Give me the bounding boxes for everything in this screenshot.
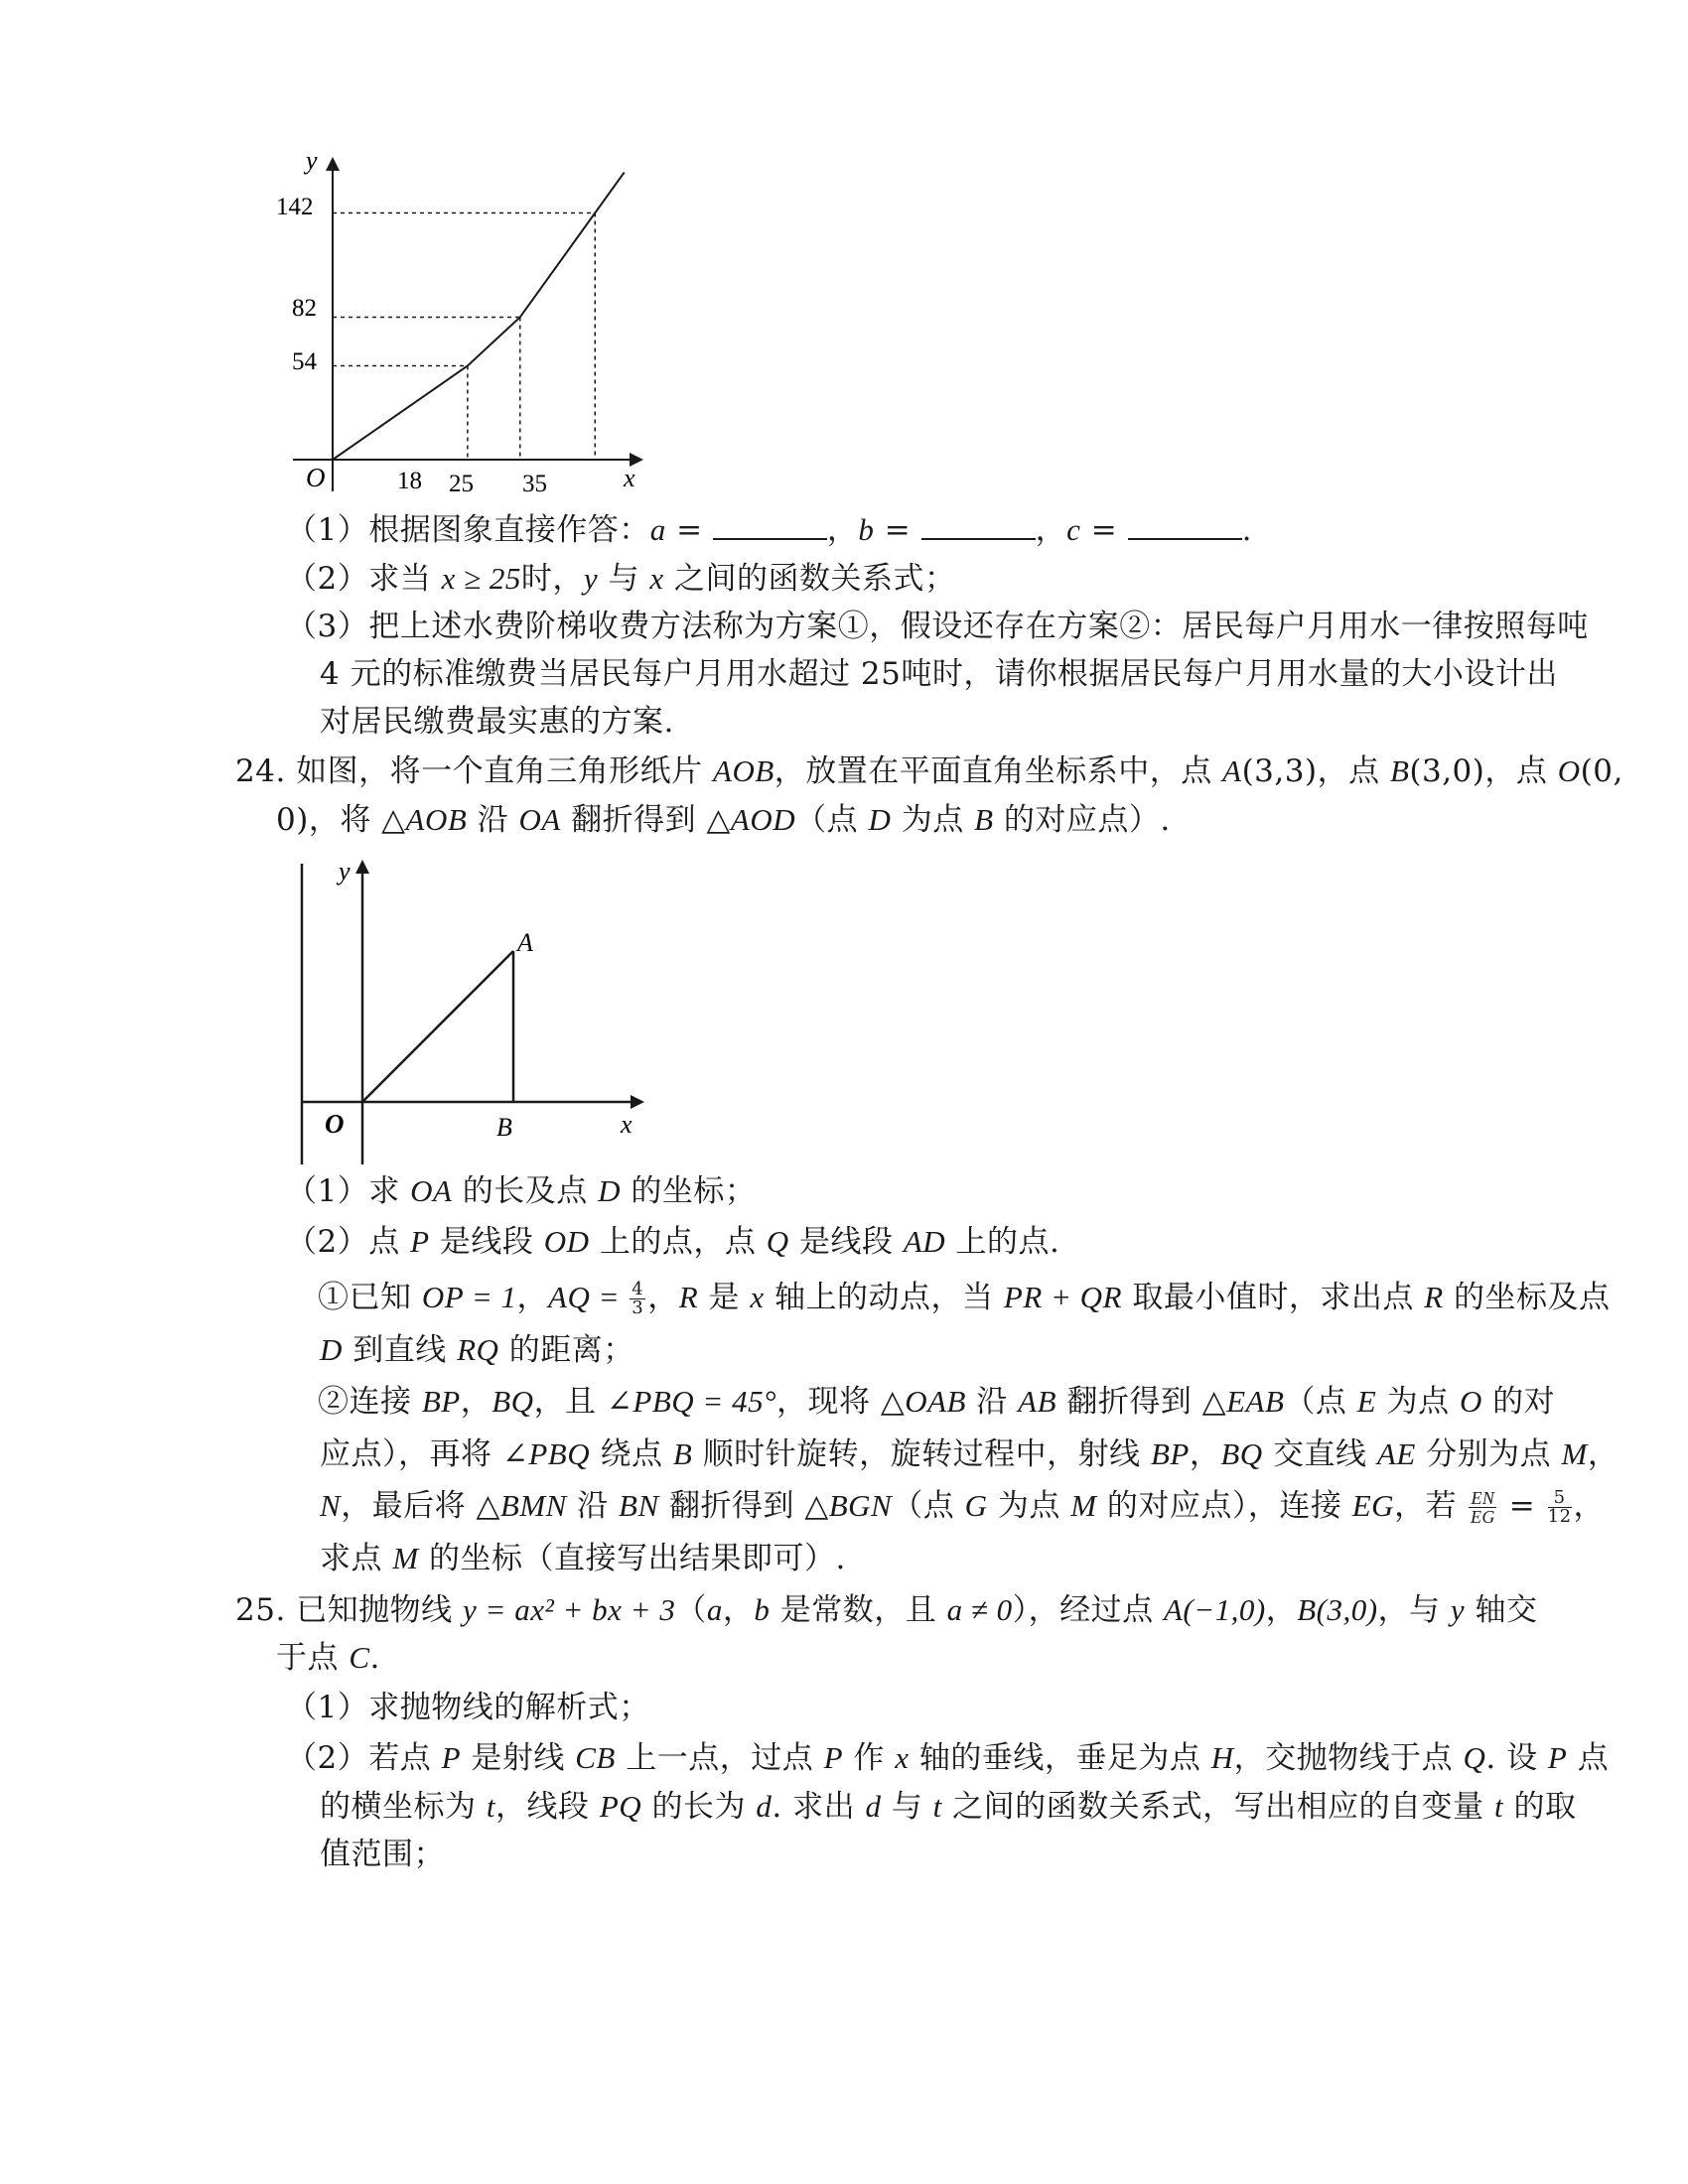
math: a ≠ 0 [946, 1592, 1013, 1627]
answer-blank-a[interactable] [713, 512, 827, 540]
text: 顺时针旋转，旋转过程中，射线 [692, 1436, 1151, 1472]
math: B [672, 1436, 693, 1471]
math: BQ [1220, 1436, 1263, 1471]
math: d [865, 1789, 882, 1824]
q23-part1 [286, 510, 1252, 550]
text: ， [1573, 1488, 1606, 1524]
text: 为点 [987, 1488, 1071, 1524]
var-y: y [583, 561, 599, 596]
text: 之间的函数关系式，写出相应的自变量 [941, 1789, 1495, 1825]
text: ，与 [1377, 1592, 1451, 1628]
text: 之间的函数关系式； [663, 561, 956, 597]
math: t [486, 1789, 495, 1824]
text: 翻折得到 △ [658, 1488, 829, 1524]
separator: ， [1035, 512, 1067, 548]
text: （点 [892, 1488, 965, 1524]
math: Q [1463, 1740, 1486, 1775]
text: ， [1189, 1436, 1221, 1472]
text: 翻折得到 △ [1056, 1384, 1227, 1420]
q25-part2-line1 [286, 1738, 1609, 1778]
graph1-fee-line [333, 173, 625, 460]
text: ， [460, 1384, 492, 1420]
text: 交直线 [1262, 1436, 1377, 1472]
math: E [1356, 1384, 1377, 1419]
math: x [750, 1280, 765, 1314]
text: 作 [843, 1740, 896, 1776]
text: 上一点，过点 [615, 1740, 824, 1776]
text: 的坐标； [621, 1173, 757, 1209]
math: y [1450, 1592, 1466, 1627]
text: 是射线 [461, 1740, 576, 1776]
math: D [598, 1173, 622, 1208]
math: AOB [713, 753, 774, 788]
graph1-y-tick-142: 142 [276, 194, 314, 220]
text: ②连接 [318, 1384, 422, 1420]
q23-part3-line1: （3）把上述水费阶梯收费方法称为方案①，假设还存在方案②：居民每户月用水一律按照每吨 [286, 609, 1589, 644]
text: 上的点，点 [589, 1224, 767, 1260]
denominator: EG [1470, 1507, 1495, 1527]
text: . 设 [1485, 1740, 1548, 1776]
text: ，点 [1317, 753, 1390, 789]
math: (0, [1580, 753, 1623, 789]
text: 的坐标（直接写出结果即可）. [418, 1541, 846, 1576]
math: EG [1351, 1488, 1395, 1523]
graph2-x-label: x [621, 1110, 633, 1139]
math: M [1070, 1488, 1097, 1523]
text: ，交抛物线于点 [1233, 1740, 1464, 1776]
text: 求点 [320, 1541, 393, 1576]
water-fee-graph [268, 149, 655, 501]
math: AB [1018, 1384, 1057, 1419]
text: ，最后将 △ [341, 1488, 500, 1524]
q24-part1 [286, 1171, 756, 1211]
text: ①已知 [318, 1280, 422, 1315]
math: R [678, 1280, 699, 1314]
text: 为点 [1376, 1384, 1460, 1420]
q25-part2-line2 [320, 1787, 1577, 1827]
text: ， [1587, 1436, 1619, 1472]
text: 的对应点），连接 [1096, 1488, 1352, 1524]
text: . 求出 [772, 1789, 866, 1825]
text: ，线段 [494, 1789, 600, 1825]
math: BMN [499, 1488, 567, 1523]
text: 于点 [276, 1640, 350, 1676]
text: 25. 已知抛物线 [235, 1592, 464, 1628]
math: B(3,0) [1297, 1592, 1378, 1627]
math: BP [1150, 1436, 1190, 1471]
point-O-label: O [325, 1109, 345, 1139]
q24-sub2-line1 [318, 1382, 1555, 1422]
text: （点 [1284, 1384, 1357, 1420]
answer-blank-c[interactable] [1128, 512, 1242, 540]
q24-sub2-line2 [320, 1434, 1618, 1474]
text: （2）若点 [286, 1740, 442, 1776]
graph1-y-tick-82: 82 [292, 295, 317, 322]
q23-part3-line2: 4 元的标准缴费当居民每户月用水超过 25吨时，请你根据居民每户月用水量的大小设计出 [320, 656, 1558, 692]
math: P [410, 1224, 430, 1259]
math: x [895, 1740, 910, 1775]
separator: ， [826, 512, 859, 548]
text: ， [647, 1280, 679, 1315]
math: CB [575, 1740, 616, 1775]
denominator: 3 [632, 1297, 644, 1318]
text: 沿 [965, 1384, 1019, 1420]
text: 的取 [1503, 1789, 1577, 1825]
graph2-y-arrow [355, 860, 369, 874]
q23-part1-text: （1）根据图象直接作答： [286, 512, 650, 548]
text: 取最小值时，求出点 [1122, 1280, 1425, 1315]
text: 轴上的动点，当 [764, 1280, 1004, 1315]
q23-part2 [286, 559, 955, 599]
text: （ [675, 1592, 707, 1628]
graph1-y-arrow [326, 157, 340, 171]
fraction-4-3 [630, 1281, 645, 1317]
point-A-label: A [517, 928, 533, 957]
text: 分别为点 [1415, 1436, 1562, 1472]
math: ∠PBQ [501, 1436, 591, 1471]
text: . [369, 1640, 380, 1676]
text: 的长及点 [452, 1173, 599, 1209]
math: M [1561, 1436, 1588, 1471]
math: AOD [730, 802, 796, 837]
q25-part1: （1）求抛物线的解析式； [286, 1690, 650, 1725]
text: （1）求 [286, 1173, 411, 1209]
text: 轴交 [1465, 1592, 1538, 1628]
math: d [756, 1789, 773, 1824]
math: PR + QR [1003, 1280, 1123, 1314]
math: H [1210, 1740, 1234, 1775]
text: 沿 [566, 1488, 620, 1524]
denominator: 12 [1547, 1506, 1572, 1527]
q24-line2 [276, 800, 1171, 840]
math: EAB [1226, 1384, 1285, 1419]
text: 是常数，且 [770, 1592, 947, 1628]
math: O [1557, 753, 1581, 788]
math: O [1459, 1384, 1482, 1419]
text: ，点 [1484, 753, 1558, 789]
text: 与 [881, 1789, 933, 1825]
equals-sign: = [1080, 512, 1128, 548]
graph1-x-tick-25: 25 [449, 471, 474, 497]
math: N [320, 1488, 342, 1523]
text: 的距离； [498, 1332, 634, 1368]
point-B-label: B [496, 1113, 512, 1142]
math: (3,3) [1241, 753, 1318, 789]
math: C [349, 1640, 370, 1675]
text: 是线段 [429, 1224, 544, 1260]
math: D [320, 1332, 343, 1367]
math: A [1222, 753, 1242, 788]
text: ， [722, 1592, 755, 1628]
math: BN [619, 1488, 659, 1523]
math: A(−1,0) [1163, 1592, 1266, 1627]
var-x: x [649, 561, 664, 596]
math: OAB [905, 1384, 966, 1419]
var-c: c [1066, 512, 1081, 547]
period: . [1241, 512, 1252, 548]
text: ，若 [1394, 1488, 1468, 1524]
text: ， [1265, 1592, 1298, 1628]
text: 与 [598, 561, 650, 597]
text: 的坐标及点 [1443, 1280, 1611, 1315]
numerator: 4 [632, 1279, 644, 1299]
text: 应点），再将 [320, 1436, 502, 1472]
text: 24. 如图，将一个直角三角形纸片 [235, 753, 714, 789]
q25-line1 [235, 1590, 1538, 1630]
math: B [974, 802, 994, 837]
math: t [932, 1789, 942, 1824]
math-condition: x ≥ 25 [441, 561, 521, 596]
math: t [1494, 1789, 1504, 1824]
math: b [754, 1592, 771, 1627]
graph1-x-label: x [624, 464, 635, 492]
text: 为点 [891, 802, 975, 838]
q24-sub2-line3 [320, 1486, 1605, 1526]
var-a: a [649, 512, 666, 547]
math: OA [518, 802, 561, 837]
text: ， [516, 1280, 549, 1315]
text: ，现将 △ [775, 1384, 906, 1420]
math: BP [421, 1384, 461, 1419]
numerator: 5 [1548, 1489, 1572, 1508]
graph1-x-tick-35: 35 [522, 471, 547, 497]
text: 的横坐标为 [320, 1789, 487, 1825]
text: 是 [698, 1280, 751, 1315]
graph1-guides [333, 213, 595, 461]
graph1-y-label: y [306, 149, 318, 175]
text: （点 [795, 802, 869, 838]
math: AD [903, 1224, 946, 1259]
math: a [706, 1592, 723, 1627]
text: ，放置在平面直角坐标系中，点 [774, 753, 1223, 789]
text: ，且 [533, 1384, 607, 1420]
math: AQ = [548, 1280, 629, 1314]
math: M [392, 1541, 419, 1575]
text: 点 [1567, 1740, 1610, 1776]
q23-part3-line3: 对居民缴费最实惠的方案. [320, 704, 674, 740]
equals-sign: = [665, 512, 713, 548]
math: P [1547, 1740, 1568, 1775]
text: 的对 [1481, 1384, 1556, 1420]
math: AE [1376, 1436, 1416, 1471]
q24-part2 [286, 1222, 1059, 1262]
math: D [868, 802, 892, 837]
math: R [1424, 1280, 1444, 1314]
text: 上的点. [945, 1224, 1060, 1260]
text: 时， [520, 561, 584, 597]
fraction-EN-EG [1469, 1489, 1496, 1526]
fraction-5-12 [1548, 1489, 1572, 1526]
math: (3,0) [1409, 753, 1485, 789]
math: OA [410, 1173, 453, 1208]
text: 的对应点）. [993, 802, 1171, 838]
var-b: b [858, 512, 875, 547]
triangle-graph [293, 852, 660, 1169]
graph1-x-tick-18: 18 [397, 468, 422, 494]
text: 的长为 [641, 1789, 757, 1825]
graph2-y-label: y [339, 857, 351, 886]
numerator: EN [1471, 1488, 1495, 1508]
text: 轴的垂线，垂足为点 [909, 1740, 1211, 1776]
math: ∠PBQ = 45° [606, 1384, 776, 1419]
math: P [441, 1740, 462, 1775]
math: PQ [599, 1789, 642, 1824]
q24-sub2-line4 [320, 1539, 846, 1578]
segment-OA [362, 951, 513, 1102]
q24-sub1-line1 [318, 1278, 1611, 1317]
graph1-y-tick-54: 54 [292, 348, 317, 375]
graph2-x-arrow [631, 1095, 644, 1109]
math: Q [766, 1224, 789, 1259]
math: OP = 1 [421, 1280, 517, 1314]
q24-line1 [235, 751, 1623, 791]
text: 到直线 [342, 1332, 458, 1368]
text: 沿 [467, 802, 519, 838]
math: y = ax² + bx + 3 [463, 1592, 676, 1627]
math: OD [543, 1224, 590, 1259]
text: 翻折得到 △ [560, 802, 731, 838]
q25-part2-line3: 值范围； [320, 1837, 445, 1872]
q25-line2 [276, 1638, 380, 1678]
answer-blank-b[interactable] [921, 512, 1036, 540]
math: AOB [405, 802, 468, 837]
math: RQ [457, 1332, 499, 1367]
text: 0)，将 △ [276, 802, 406, 838]
math: BQ [492, 1384, 534, 1419]
math: P [823, 1740, 844, 1775]
math: G [964, 1488, 988, 1523]
math: BGN [828, 1488, 893, 1523]
text: 绕点 [590, 1436, 673, 1472]
equals-sign: = [874, 512, 921, 548]
q24-sub1-line2 [320, 1330, 634, 1370]
math: B [1389, 753, 1410, 788]
graph1-origin-label: O [306, 463, 326, 492]
text: ），经过点 [1012, 1592, 1164, 1628]
text: （2）点 [286, 1224, 411, 1260]
text: 是线段 [788, 1224, 904, 1260]
text: = [1498, 1488, 1546, 1524]
text: （2）求当 [286, 561, 442, 597]
